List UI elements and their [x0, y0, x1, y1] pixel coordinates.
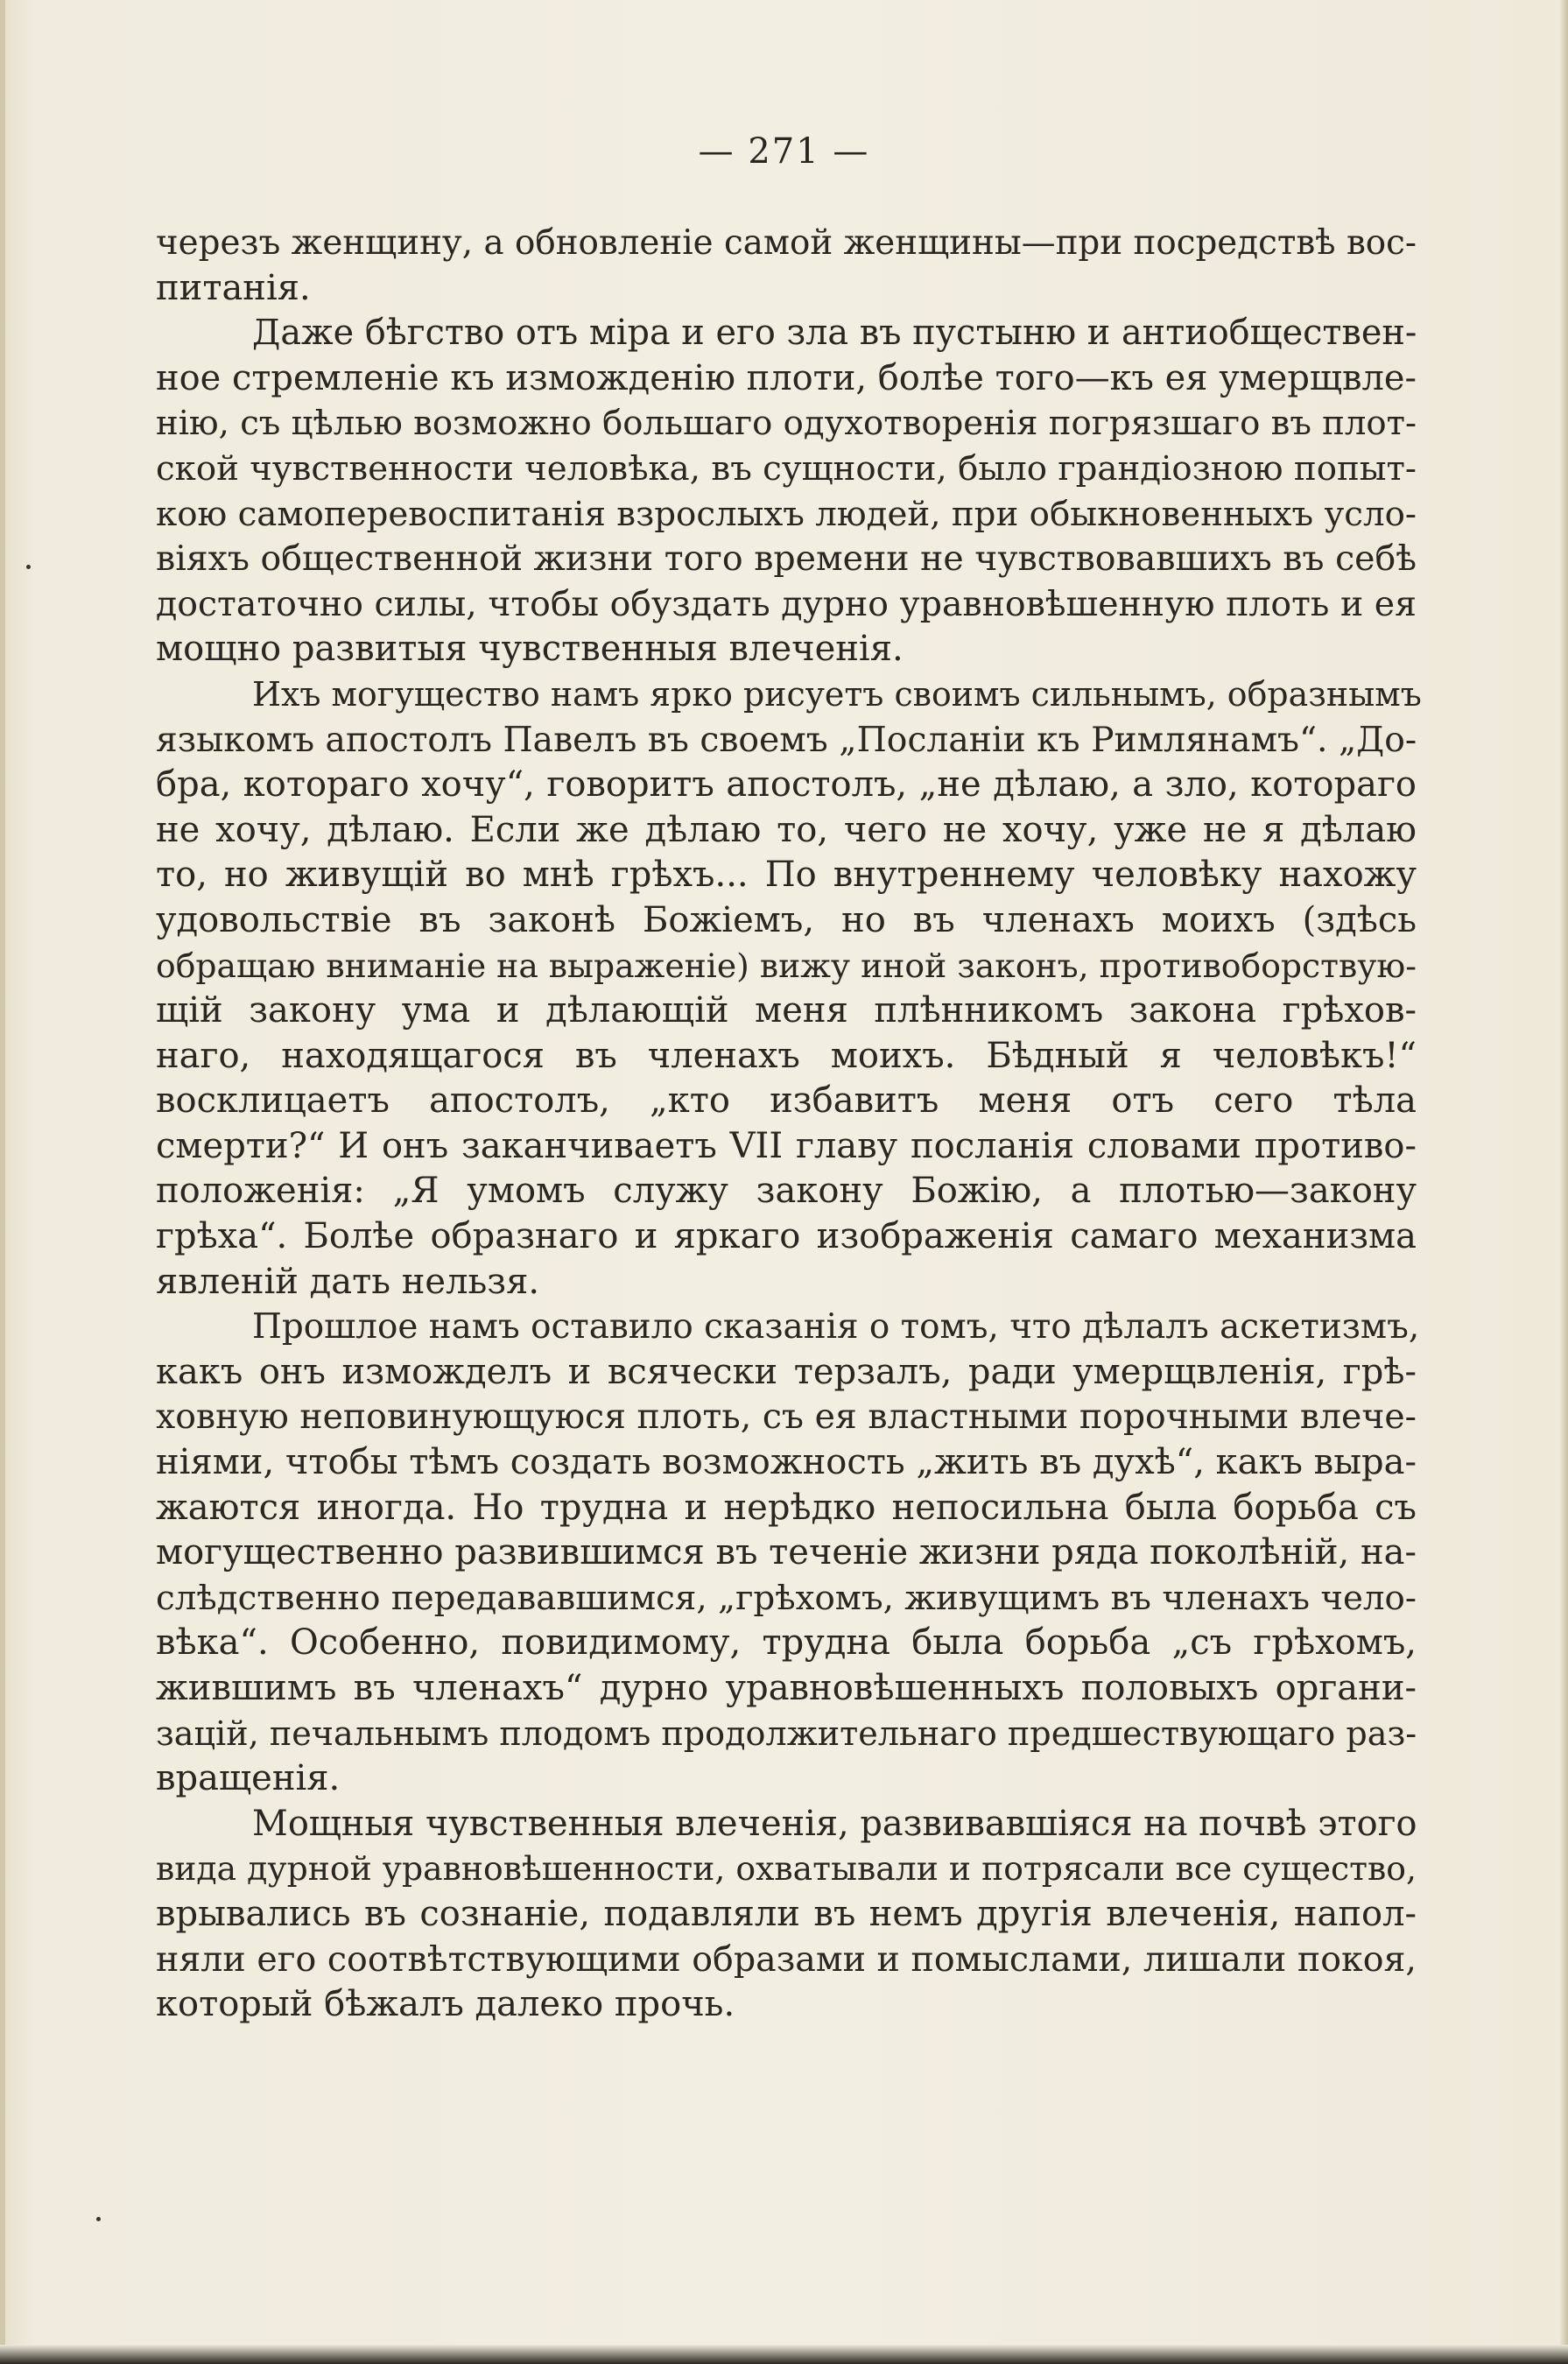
text-line: бра, котораго хочу“, говоритъ апостолъ, „не дѣлаю, а зло, котораго — [156, 764, 1417, 806]
text-line: какъ онъ изможделъ и всячески терзалъ, ради умерщвленія, грѣ- — [156, 1351, 1417, 1392]
text-line: Мощныя чувственныя влеченія, развивавшіяся на почвѣ этого — [252, 1803, 1417, 1844]
text-line: няли его соотвѣтствующими образами и помыслами, лишали покоя, — [156, 1938, 1417, 1980]
body-text — [156, 221, 1422, 2028]
text-line: жаются иногда. Но трудна и нерѣдко непосильна была борьба съ — [156, 1487, 1417, 1528]
text-line: слѣдственно передававшимся, „грѣхомъ, живущимъ въ членахъ чело- — [156, 1578, 1417, 1618]
text-line: жившимъ въ членахъ“ дурно уравновѣшенныхъ половыхъ органи- — [156, 1668, 1417, 1708]
page-number: — 271 — — [698, 131, 870, 172]
text-line: вида дурной уравновѣшенности, охватывали и потрясали все существо, — [156, 1849, 1417, 1889]
text-line: удовольствіе въ законѣ Божіемъ, но въ членахъ моихъ (здѣсь — [156, 899, 1417, 940]
page-spine-shadow — [0, 0, 5, 2364]
text-line: ховную неповинующуюся плоть, съ ея властными порочными влече- — [156, 1397, 1417, 1438]
text-line: не хочу, дѣлаю. Если же дѣлаю то, чего не хочу, уже не я дѣлаю — [156, 809, 1417, 850]
text-line: черезъ женщину, а обновленіе самой женщины—при посредствѣ вос- — [156, 223, 1417, 263]
text-line: Даже бѣгство отъ міра и его зла въ пустыню и антиобществен- — [252, 313, 1417, 354]
text-line: языкомъ апостолъ Павелъ въ своемъ „Посланіи къ Римлянамъ“. „До- — [156, 720, 1417, 760]
page-bottom-edge — [0, 2345, 1568, 2364]
text-line: зацій, печальнымъ плодомъ продолжительнаго предшествующаго раз- — [156, 1713, 1417, 1753]
paragraph — [156, 1802, 1417, 2028]
paragraph — [156, 672, 1422, 1305]
text-line: мощно развитыя чувственныя влеченія. — [156, 629, 904, 670]
text-line: ніями, чтобы тѣмъ создать возможность „жить въ духѣ“, какъ выра- — [156, 1442, 1417, 1483]
text-line: ное стремленіе къ изможденію плоти, болѣе того—къ ея умерщвле- — [156, 357, 1417, 398]
text-line: могущественно развившимся въ теченіе жизни ряда поколѣній, на- — [156, 1532, 1417, 1573]
paragraph — [156, 311, 1417, 672]
paragraph — [156, 1305, 1420, 1802]
text-line: кою самоперевоспитанія взрослыхъ людей, при обыкновенныхъ усло- — [156, 494, 1417, 534]
text-line: врывались въ сознаніе, подавляли въ немъ другія влеченія, напол- — [156, 1893, 1417, 1934]
page-speck — [26, 565, 31, 569]
text-line: щій закону ума и дѣлающій меня плѣнникомъ закона грѣхов- — [156, 990, 1417, 1031]
text-line: явленій дать нельзя. — [156, 1261, 540, 1302]
paragraph — [156, 221, 1417, 311]
text-line: достаточно силы, чтобы обуздать дурно уравновѣшенную плоть и ея — [156, 583, 1417, 624]
text-line: питанія. — [156, 267, 311, 308]
text-line: ской чувственности человѣка, въ сущности, было грандіозною попыт- — [156, 448, 1417, 489]
text-line: грѣха“. Болѣе образнаго и яркаго изображенія самаго механизма — [156, 1216, 1417, 1257]
text-line: вѣка“. Особенно, повидимому, трудна была борьба „съ грѣхомъ, — [156, 1622, 1417, 1664]
page-right-edge — [1559, 0, 1568, 2364]
text-line: віяхъ общественной жизни того времени не чувствовавшихъ въ себѣ — [156, 538, 1417, 580]
text-line: восклицаетъ апостолъ, „кто избавитъ меня отъ сего тѣла — [156, 1080, 1417, 1122]
text-line: смерти?“ И онъ заканчиваетъ VII главу посланія словами противо- — [156, 1125, 1417, 1166]
text-line: то, но живущій во мнѣ грѣхъ... По внутреннему человѣку нахожу — [156, 855, 1417, 896]
text-line: вращенія. — [156, 1758, 341, 1799]
text-line: положенія: „Я умомъ служу закону Божію, а плотью—закону — [156, 1171, 1417, 1212]
text-line: обращаю вниманіе на выраженіе) вижу иной законъ, противоборствую- — [156, 946, 1417, 985]
text-line: Прошлое намъ оставило сказанія о томъ, что дѣлалъ аскетизмъ, — [252, 1307, 1420, 1347]
text-line: Ихъ могущество намъ ярко рисуетъ своимъ сильнымъ, образнымъ — [252, 674, 1422, 714]
text-line: нію, съ цѣлью возможно большаго одухотворенія погрязшаго въ плот- — [156, 404, 1417, 444]
page-speck — [96, 2217, 101, 2221]
text-line: наго, находящагося въ членахъ моихъ. Бѣдный я человѣкъ!“ — [156, 1035, 1417, 1076]
text-line: который бѣжалъ далеко прочь. — [156, 1984, 735, 2025]
